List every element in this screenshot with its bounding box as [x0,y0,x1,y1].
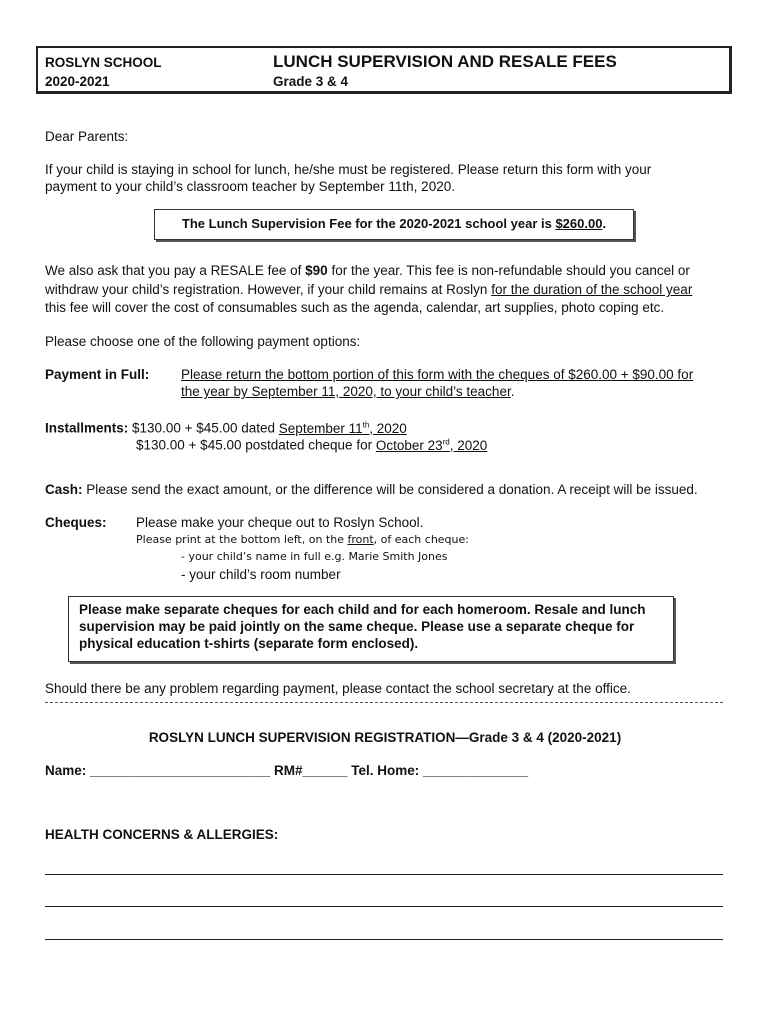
installment-1-sup: th [362,420,370,429]
installment-2-day: October 23 [375,437,443,453]
payment-full-line-1: Please return the bottom portion of this form with the cheques of $260.00 + $90.00 for [181,367,694,382]
registration-title: ROSLYN LUNCH SUPERVISION REGISTRATION—Grade 3 & 4 (2020-2021) [148,730,622,745]
cash-line [45,481,698,499]
fee-end: . [602,216,607,231]
resale-line-1 [45,262,690,280]
resale-text-3: withdraw your child’s registration. However, if your child remains at Roslyn [45,282,492,297]
notice-line-3: physical education t-shirts (separate form enclosed). [79,636,419,651]
health-line-2[interactable] [45,906,723,907]
cheques-label: Cheques: [45,515,107,530]
health-concerns-label: HEALTH CONCERNS & ALLERGIES: [45,827,279,842]
cut-line [45,702,723,703]
resale-line-2 [45,281,692,299]
installments-label: Installments: [45,420,129,436]
installment-2-year: , 2020 [449,437,488,453]
choose-text: Please choose one of the following payment options: [45,334,361,349]
school-name: ROSLYN SCHOOL [45,55,162,70]
installment-2-amount: $130.00 + $45.00 postdated cheque for [136,437,376,453]
notice-line-1: Please make separate cheques for each child and for each homeroom. Resale and lunch [79,602,646,617]
print-note-c: , of each cheque: [373,533,469,546]
notice-box [68,596,674,662]
cheques-text: Please make your cheque out to Roslyn School. [136,515,424,530]
cheques-bullet-1: - your child’s name in full e.g. Marie Smith Jones [181,550,448,563]
payment-full-label: Payment in Full: [45,367,150,382]
intro-line-1: If your child is staying in school for lunch, he/she must be registered. Please return this form with your [45,162,652,177]
intro-line-2: payment to your child’s classroom teacher by September 11th, 2020. [45,179,455,194]
print-note-a: Please print at the bottom left, on the [136,533,348,546]
resale-duration: for the duration of the school year [491,282,693,297]
resale-amount: $90 [305,263,328,278]
installment-2-date [376,438,487,453]
installment-2-sup: rd [442,437,450,446]
print-note-front: front [347,533,374,546]
payment-full-end: . [510,384,515,399]
notice-line-2: supervision may be paid jointly on the same cheque. Please use a separate cheque for [79,619,635,634]
installment-1-year: , 2020 [369,420,407,436]
cheques-bullet-2: - your child’s room number [181,567,341,582]
installment-1-day: September 11 [278,420,363,436]
health-line-1[interactable] [45,874,723,875]
school-year: 2020-2021 [45,74,110,89]
fee-amount: $260.00 [555,216,603,231]
page-title: LUNCH SUPERVISION AND RESALE FEES [273,52,617,71]
contact-text: Should there be any problem regarding payment, please contact the school secretary at the office. [45,681,631,696]
installments-line-2 [136,433,487,455]
resale-text: We also ask that you pay a RESALE fee of [45,263,306,278]
resale-line-3: this fee will cover the cost of consumables such as the agenda, calendar, art supplies, photo coping etc. [45,300,665,315]
cash-label: Cash: [45,482,83,497]
grade-label: Grade 3 & 4 [273,74,349,89]
cash-text: Please send the exact amount, or the difference will be considered a donation. A receipt will be issued. [82,482,698,497]
fee-text: The Lunch Supervision Fee for the 2020-2021 school year is [181,216,556,231]
registration-fields: Name: ________________________ RM#______ Tel. Home: ______________ [45,763,529,778]
cheques-print-note [136,531,469,549]
payment-full-text: the year by September 11, 2020, to your child’s teacher [181,384,511,399]
resale-text-2: for the year. This fee is non-refundable should you cancel or [327,263,690,278]
health-line-3[interactable] [45,939,723,940]
payment-full-line-2 [181,383,514,401]
installment-1-amount: $130.00 + $45.00 dated [128,420,279,436]
greeting: Dear Parents: [45,129,129,144]
fee-box [154,209,634,240]
